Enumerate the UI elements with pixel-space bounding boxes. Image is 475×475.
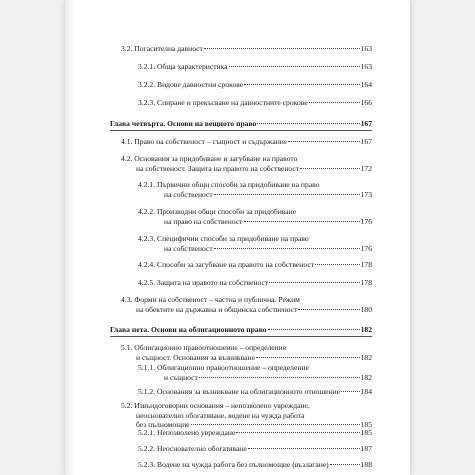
dot-leader <box>268 329 360 330</box>
toc-entry <box>138 260 372 270</box>
toc-page-number: 176 <box>360 243 372 253</box>
dot-leader <box>341 391 360 392</box>
toc-entry-title: Водене на чужда работа без пълномощие (възлагане) <box>157 460 329 469</box>
book-page <box>65 0 410 475</box>
dot-leader <box>191 424 360 425</box>
dot-leader <box>204 48 360 49</box>
toc-page-number: 172 <box>360 163 372 173</box>
toc-entry <box>138 363 372 382</box>
toc-page-number: 163 <box>360 62 372 71</box>
toc-entry-title-line: на собственост <box>164 243 213 253</box>
toc-entry-title-line: Извъндоговорни основания – непозволено увреждане, <box>134 401 310 410</box>
toc-entry-number: 4.3. <box>121 295 133 304</box>
toc-page-number: 185 <box>360 428 372 437</box>
toc-entry-number: 5.1.2. <box>138 387 156 396</box>
toc-entry-number: 4.1. <box>121 137 133 146</box>
toc-entry-title-line: на обектите на държавна и общинска собственост <box>136 304 298 314</box>
dot-leader <box>244 84 359 85</box>
toc-entry <box>138 234 372 253</box>
dot-leader <box>298 309 359 310</box>
toc-entry-number: 4.2.3. <box>138 234 156 243</box>
toc-entry-title: Основания за възникване на облигационното отношение <box>157 387 341 396</box>
dot-leader <box>269 282 359 283</box>
dot-leader <box>236 432 359 433</box>
toc-entry-title-line: и същност <box>164 372 198 382</box>
toc-page-number: 176 <box>360 216 372 226</box>
toc-page-number: 185 <box>360 420 372 430</box>
toc-entry <box>138 428 372 438</box>
toc-page-number: 163 <box>360 44 372 53</box>
toc-entry <box>121 343 372 362</box>
toc-entry-number: 5.2. <box>121 401 133 410</box>
toc-entry-title-line: Форми на собственост – частна и публична. Режим <box>134 295 300 304</box>
dot-leader <box>330 464 360 465</box>
toc-page-number: 167 <box>360 119 372 128</box>
toc-entry-title: Спиране и прекъсване на давностните срокове <box>157 98 308 107</box>
toc-entry-title: Неоснователно обогатяване <box>157 444 247 453</box>
dot-leader <box>214 194 360 195</box>
toc-page-number: 182 <box>360 325 372 334</box>
dot-leader <box>248 448 360 449</box>
toc-chapter-title: Глава четвърта. Основи на вещното право <box>110 119 257 128</box>
toc-entry <box>138 460 372 470</box>
dot-leader <box>309 102 360 103</box>
toc-entry-title-line: неоснователно обогатяване, водене на чужда работа <box>136 410 305 420</box>
toc-entry-number: 4.2.5. <box>138 278 156 287</box>
toc-chapter-heading <box>110 119 372 129</box>
toc-entry-title: Защита на правото на собственост <box>157 278 269 287</box>
dot-leader <box>300 168 360 169</box>
toc-entry <box>138 180 372 199</box>
toc-entry-number: 5.2.3. <box>138 460 156 469</box>
toc-entry <box>138 207 372 226</box>
toc-entry-number: 3.2.1. <box>138 62 156 71</box>
toc-entry <box>138 62 372 72</box>
toc-chapter-title: Глава пета. Основи на облигационното право <box>110 325 267 334</box>
toc-entry-number: 5.1. <box>121 343 133 352</box>
toc-entry-title: Право на собственост – същност и съдържание <box>134 137 288 146</box>
dot-leader <box>288 141 359 142</box>
toc-entry-number: 4.2. <box>121 154 133 163</box>
toc-page-number: 180 <box>360 304 372 314</box>
toc-entry-number: 3.2.3. <box>138 98 156 107</box>
toc-entry-title: Обща характеристика <box>157 62 228 71</box>
toc-entry <box>138 387 372 397</box>
toc-entry-title: Погасителна давност <box>134 44 203 53</box>
toc-page-number: 178 <box>360 278 372 287</box>
toc-page-number: 164 <box>360 80 372 89</box>
toc-entry <box>121 295 372 314</box>
toc-entry <box>121 44 372 54</box>
toc-page-number: 166 <box>360 98 372 107</box>
toc-entry <box>138 444 372 454</box>
toc-entry-number: 5.2.1. <box>138 428 156 437</box>
toc-entry-number: 4.2.4. <box>138 260 156 269</box>
toc-page-number: 178 <box>360 260 372 269</box>
toc-entry-title-line: Специфични способи за придобиване на право <box>157 234 309 243</box>
toc-entry-title-line: Основания за придобиване и загубване на правото <box>134 154 298 163</box>
toc-page-number: 188 <box>360 460 372 469</box>
toc-entry <box>138 278 372 288</box>
toc-entry-title-line: без пълномощие <box>136 420 190 430</box>
toc-entry-title: Видове давностни срокове <box>157 80 244 89</box>
toc-entry <box>138 98 372 108</box>
dot-leader <box>214 248 360 249</box>
toc-entry <box>121 401 372 430</box>
toc-entry-title-line: на собственост. Защита на правото на собственост <box>136 163 300 173</box>
toc-entry <box>121 154 372 173</box>
toc-entry-title-line: и същност. Основания за възникване <box>136 352 255 362</box>
toc-entry-title-line: Облигационно правоотношение – определение <box>134 343 287 352</box>
toc-page-number: 187 <box>360 444 372 453</box>
dot-leader <box>229 66 360 67</box>
toc-entry-title-line: на право на собственост <box>164 216 243 226</box>
toc-entry-title-line: Първични общи способи за придобиване на право <box>157 180 320 189</box>
toc-entry <box>138 80 372 90</box>
toc-entry-number: 4.2.1. <box>138 180 156 189</box>
toc-entry-number: 4.2.2. <box>138 207 156 216</box>
toc-page-number: 173 <box>360 189 372 199</box>
toc-entry-number: 5.2.2. <box>138 444 156 453</box>
toc-entry-title-line: Производни общи способи за придобиване <box>157 207 297 216</box>
toc-entry-title-line: Облигационно правоотношение – определение <box>157 363 309 372</box>
toc-entry-number: 3.2.2. <box>138 80 156 89</box>
toc-entry-title: Непозволено увреждане <box>157 428 236 437</box>
toc-page-number: 167 <box>360 137 372 146</box>
table-of-contents <box>65 0 410 475</box>
toc-entry-title: Способи за загубване на правото на собственост <box>157 260 315 269</box>
toc-page-number: 182 <box>360 372 372 382</box>
dot-leader <box>199 377 360 378</box>
toc-page-number: 184 <box>360 387 372 396</box>
dot-leader <box>257 123 359 124</box>
chapter-underline <box>110 336 372 337</box>
toc-page-number: 182 <box>360 352 372 362</box>
chapter-underline <box>110 130 372 131</box>
dot-leader <box>315 264 360 265</box>
toc-entry <box>121 137 372 147</box>
dot-leader <box>256 357 360 358</box>
toc-entry-number: 3.2. <box>121 44 133 53</box>
toc-chapter-heading <box>110 325 372 335</box>
toc-entry-title-line: на собственост <box>164 189 213 199</box>
toc-entry-number: 5.1.1. <box>138 363 156 372</box>
dot-leader <box>244 221 360 222</box>
